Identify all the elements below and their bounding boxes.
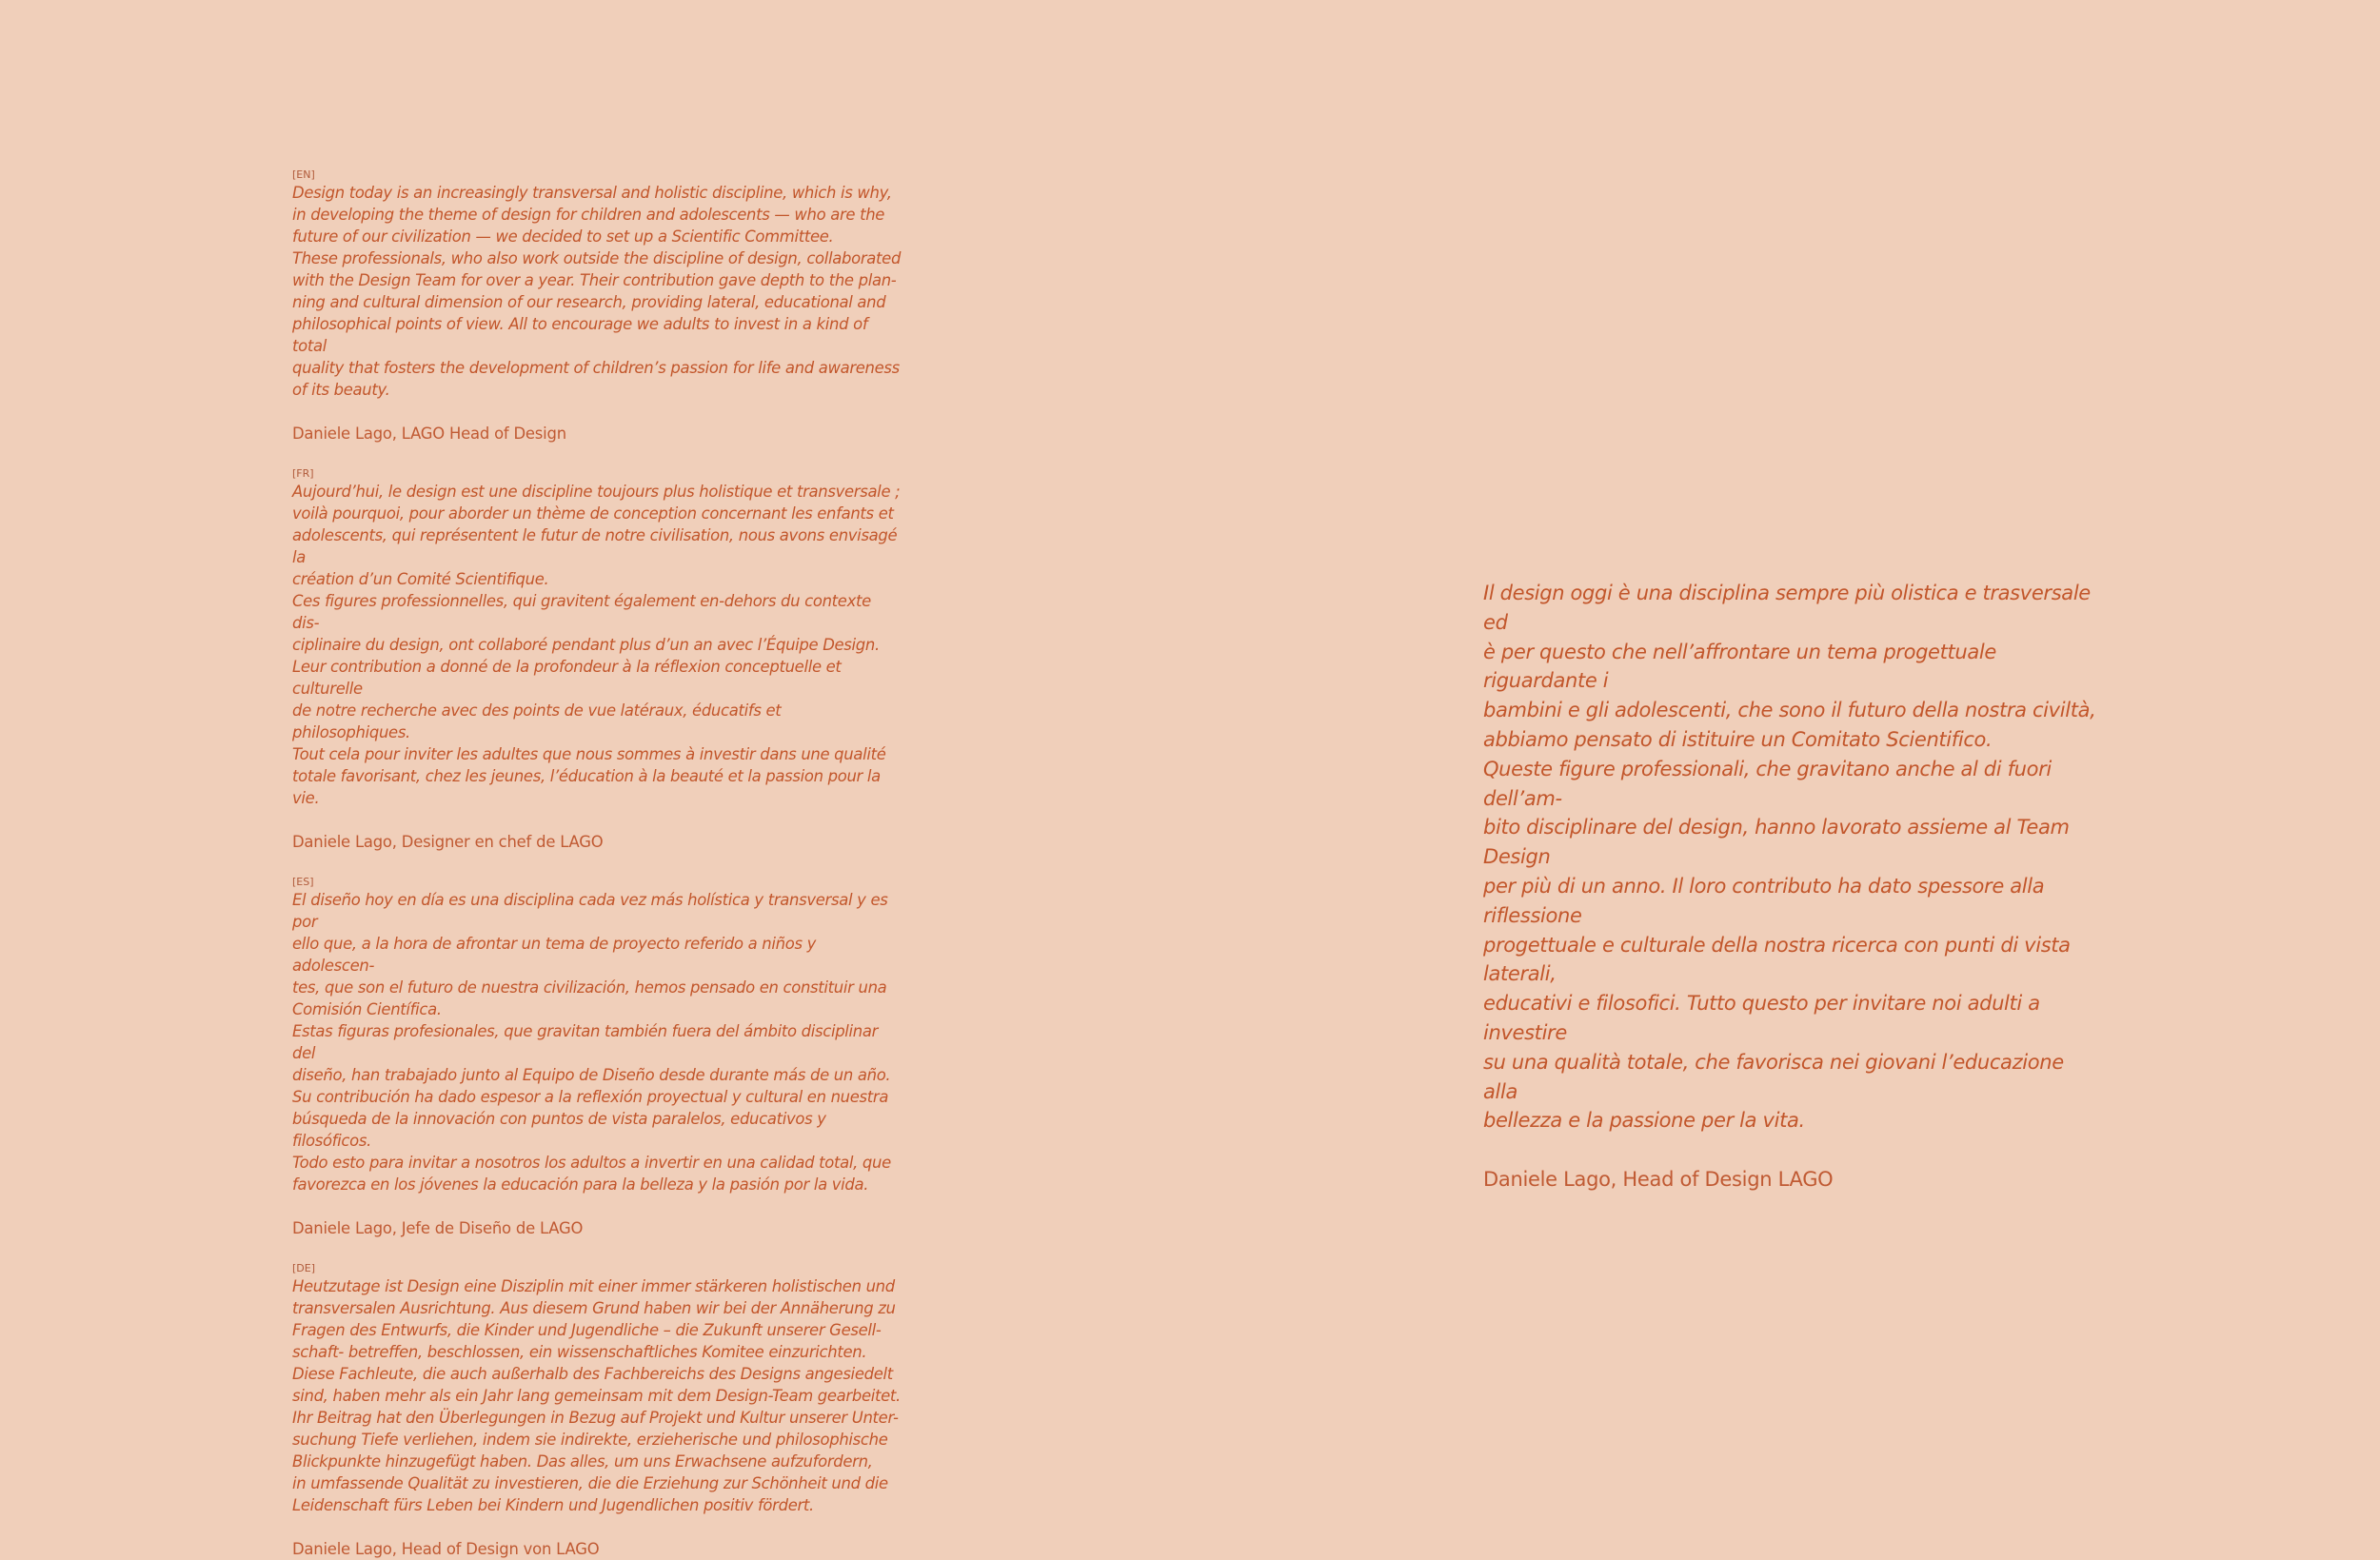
text-line: of its beauty. [292,381,390,399]
text-line: future of our civilization — we decided to set up a Scientific Committee. [292,227,834,246]
text-line: Su contribución ha dado espesor a la reflexión proyectual y cultural en nuestra [292,1088,889,1106]
section-es [292,875,902,1239]
text-line: abbiamo pensato di istituire un Comitato Scientifico. [1483,727,1993,751]
text-line: Diese Fachleute, die auch außerhalb des Fachbereichs des Designs angesiedelt [292,1365,893,1383]
text-line: Estas figuras profesionales, que gravitan también fuera del ámbito disciplinar del [292,1022,879,1062]
text-line: Design today is an increasingly transversal and holistic discipline, which is why, [292,184,892,202]
text-line: per più di un anno. Il loro contributo ha dato spessore alla riflessione [1483,874,2045,927]
text-line: Aujourd’hui, le design est une discipline toujours plus holistique et transversale ; [292,483,901,501]
text-line: with the Design Team for over a year. Their contribution gave depth to the plan- [292,271,897,289]
text-line: adolescents, qui représentent le futur de notre civilisation, nous avons envisagé la [292,526,898,566]
text-line: philosophical points of view. All to encourage we adults to invest in a kind of total [292,315,868,355]
text-line: búsqueda de la innovación con puntos de vista paralelos, educativos y filosóficos. [292,1110,826,1150]
text-line: educativi e filosofici. Tutto questo per invitare noi adulti a investire [1483,992,2040,1044]
section-en [292,168,902,444]
text-line: de notre recherche avec des points de vue latéraux, éducatifs et philosophiques. [292,701,782,741]
text-line: bellezza e la passione per la vita. [1483,1109,1805,1133]
text-line: totale favorisant, chez les jeunes, l’éducation à la beauté et la passion pour la vie. [292,767,881,807]
text-line: Heutzutage ist Design eine Disziplin mit einer immer stärkeren holistischen und [292,1277,895,1295]
text-line: Leur contribution a donné de la profondeur à la réflexion conceptuelle et culturelle [292,658,842,698]
body-text-es [292,889,902,1195]
text-line: Ihr Beitrag hat den Überlegungen in Bezug auf Projekt und Kultur unserer Unter- [292,1409,899,1427]
signature-de: Daniele Lago, Head of Design von LAGO [292,1540,600,1558]
text-line: in umfassende Qualität zu investieren, die die Erziehung zur Schönheit und die [292,1474,888,1492]
signature-it: Daniele Lago, Head of Design LAGO [1483,1168,1834,1192]
text-line: El diseño hoy en día es una disciplina cada vez más holística y transversal y es por [292,891,888,931]
language-tag-es: [ES] [292,876,314,888]
text-line: bito disciplinare del design, hanno lavorato assieme al Team Design [1483,816,2070,869]
text-line: Il design oggi è una disciplina sempre più olistica e trasversale ed [1483,582,2091,634]
text-line: Ces figures professionnelles, qui gravitent également en-dehors du contexte dis- [292,592,871,632]
right-column [1483,579,2097,1195]
body-text-de [292,1275,902,1516]
text-line: Leidenschaft fürs Leben bei Kindern und Jugendlichen positiv fördert. [292,1496,814,1514]
text-line: ning and cultural dimension of our research, providing lateral, educational and [292,293,886,311]
text-line: Blickpunkte hinzugefügt haben. Das alles, um uns Erwachsene aufzufordern, [292,1452,873,1471]
body-text-it [1483,579,2097,1135]
text-line: transversalen Ausrichtung. Aus diesem Grund haben wir bei der Annäherung zu [292,1299,896,1317]
text-line: voilà pourquoi, pour aborder un thème de conception concernant les enfants et [292,504,894,523]
text-line: tes, que son el futuro de nuestra civilización, hemos pensado en constituir una [292,978,887,997]
text-line: Tout cela pour inviter les adultes que nous sommes à investir dans une qualité [292,745,886,763]
section-de [292,1261,902,1560]
text-line: schaft- betreffen, beschlossen, ein wissenschaftliches Komitee einzurichten. [292,1343,867,1361]
section-fr [292,466,902,853]
text-line: ciplinaire du design, ont collaboré pendant plus d’un an avec l’Équipe Design. [292,636,880,654]
body-text-fr [292,481,902,809]
text-line: su una qualità totale, che favorisca nei giovani l’educazione alla [1483,1050,2064,1103]
text-line: Todo esto para invitar a nosotros los adultos a invertir en una calidad total, que [292,1154,891,1172]
text-line: diseño, han trabajado junto al Equipo de Diseño desde durante más de un año. [292,1066,891,1084]
language-tag-fr: [FR] [292,467,314,480]
text-line: These professionals, who also work outside the discipline of design, collaborated [292,249,902,267]
text-line: quality that fosters the development of children’s passion for life and awareness [292,359,900,377]
signature-es: Daniele Lago, Jefe de Diseño de LAGO [292,1219,584,1237]
language-tag-en: [EN] [292,168,315,181]
text-line: Fragen des Entwurfs, die Kinder und Jugendliche – die Zukunft unserer Gesell- [292,1321,882,1339]
body-text-en [292,182,902,401]
text-line: Comisión Científica. [292,1000,442,1018]
text-line: bambini e gli adolescenti, che sono il futuro della nostra civiltà, [1483,699,2096,722]
language-tag-de: [DE] [292,1262,316,1274]
text-line: sind, haben mehr als ein Jahr lang gemeinsam mit dem Design-Team gearbeitet. [292,1387,901,1405]
text-line: è per questo che nell’affrontare un tema progettuale riguardante i [1483,640,1996,693]
text-line: ello que, a la hora de afrontar un tema de proyecto referido a niños y adolescen- [292,935,817,975]
signature-en: Daniele Lago, LAGO Head of Design [292,425,566,443]
text-line: création d’un Comité Scientifique. [292,570,549,588]
left-column [292,168,902,1560]
text-line: favorezca en los jóvenes la educación para la belleza y la pasión por la vida. [292,1175,869,1194]
text-line: Queste figure professionali, che gravitano anche al di fuori dell’am- [1483,757,2052,810]
text-line: suchung Tiefe verliehen, indem sie indirekte, erzieherische und philosophische [292,1431,888,1449]
text-line: in developing the theme of design for children and adolescents — who are the [292,206,885,224]
signature-fr: Daniele Lago, Designer en chef de LAGO [292,833,604,851]
text-line: progettuale e culturale della nostra ricerca con punti di vista laterali, [1483,933,2071,986]
